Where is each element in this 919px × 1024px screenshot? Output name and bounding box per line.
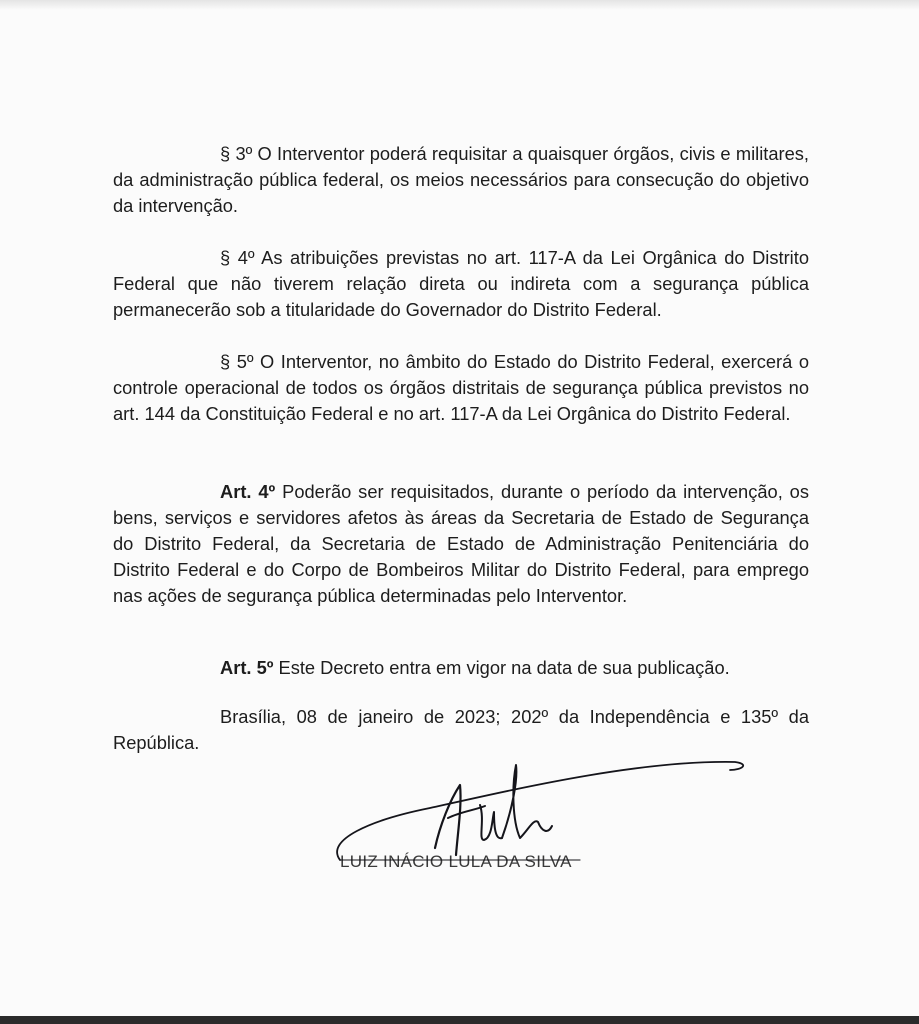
signature-letter-l <box>448 806 485 818</box>
article-4-label: Art. 4º <box>220 481 276 502</box>
top-shadow <box>0 0 919 10</box>
signature-underline <box>337 762 743 860</box>
article-5-text: Este Decreto entra em vigor na data de sua publicação. <box>273 657 730 678</box>
bottom-bar <box>0 1016 919 1024</box>
paragraph-5: § 5º O Interventor, no âmbito do Estado do Distrito Federal, exercerá o controle operacional de todos os órgãos distritais de segurança pública previstos no art. 144 da Constituição Federal e no art. 117-A da Lei Orgânica do Distrito Federal. <box>113 351 809 424</box>
article-4 <box>113 479 809 609</box>
closing-date: Brasília, 08 de janeiro de 2023; 202º da Independência e 135º da República. <box>113 706 809 753</box>
article-5 <box>113 655 809 681</box>
signature <box>280 740 760 890</box>
article-5-label: Art. 5º <box>220 657 274 678</box>
paragraph-4: § 4º As atribuições previstas no art. 117-A da Lei Orgânica do Distrito Federal que não tiverem relação direta ou indireta com a segurança pública permanecerão sob a titularidade do Governador do Distrito Federal. <box>113 247 809 320</box>
signer-name: LUIZ INÁCIO LULA DA SILVA <box>340 852 572 871</box>
article-4-text: Poderão ser requisitados, durante o período da intervenção, os bens, serviços e servidores afetos às áreas da Secretaria de Estado de Segurança do Distrito Federal, da Secretaria de Estado de Administração Penitenciária do Distrito Federal e do Corpo de Bombeiros Militar do Distrito Federal, para emprego nas ações de segurança pública determinadas pelo Interventor. <box>113 481 809 606</box>
paragraph-3: § 3º O Interventor poderá requisitar a quaisquer órgãos, civis e militares, da administração pública federal, os meios necessários para consecução do objetivo da intervenção. <box>113 143 809 216</box>
signature-letter-u <box>480 805 502 840</box>
signature-letter-la <box>502 765 552 838</box>
signature-letter-a <box>435 785 461 855</box>
